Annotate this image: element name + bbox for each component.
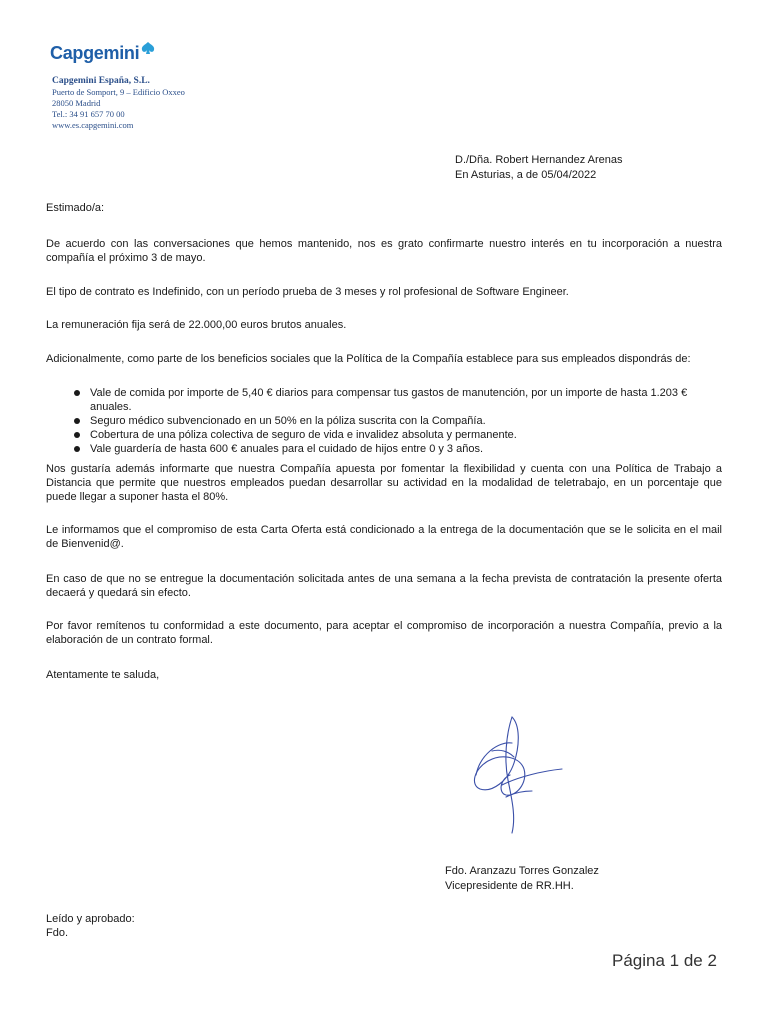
signer-title: Vicepresidente de RR.HH. (445, 880, 574, 892)
signer-block (445, 864, 599, 894)
closing: Atentamente te saluda, (46, 669, 160, 681)
greeting: Estimado/a: (46, 202, 105, 214)
recipient-block (455, 153, 623, 183)
address-city: 28050 Madrid (52, 98, 101, 108)
bullet-icon (74, 446, 80, 452)
approval-block (46, 912, 135, 940)
place-date: En Asturias, a de 05/04/2022 (455, 169, 597, 181)
handwritten-signature (462, 705, 572, 844)
company-name: Capgemini España, S.L. (52, 76, 150, 86)
signer-name: Fdo. Aranzazu Torres Gonzalez (445, 865, 599, 877)
spade-logo-icon (140, 41, 156, 59)
paragraph-deadline: En caso de que no se entregue la documentación solicitada antes de una semana a la fecha prevista de contratación la presente oferta decaerá y quedará sin efecto. (46, 573, 722, 599)
paragraph-salary: La remuneración fija será de 22.000,00 euros brutos anuales. (46, 319, 347, 331)
paragraph-benefits-intro: Adicionalmente, como parte de los beneficios sociales que la Política de la Compañía establece para sus empleados dispondrás de: (46, 353, 691, 365)
list-item: Seguro médico subvencionado en un 50% en la póliza suscrita con la Compañía. (46, 414, 726, 428)
paragraph-remote-work: Nos gustaría además informarte que nuestra Compañía apuesta por fomentar la flexibilidad y cuenta con una Política de Trabajo a Distancia que permite que nuestros empleados puedan desarrollar su actividad en la modalidad de teletrabajo, en un porcentaje que puede llegar a suponer hasta el 80%. (46, 463, 722, 503)
approval-fdo: Fdo. (46, 927, 69, 939)
paragraph-documentation: Le informamos que el compromiso de esta Carta Oferta está condicionado a la entrega de la documentación que se le solicita en el mail de Bienvenid@. (46, 524, 722, 550)
company-website: www.es.capgemini.com (52, 120, 134, 130)
company-phone: Tel.: 34 91 657 70 00 (52, 109, 125, 119)
page-number: Página 1 de 2 (612, 951, 717, 970)
company-address-block (52, 76, 185, 131)
paragraph-start-date: De acuerdo con las conversaciones que hemos mantenido, nos es grato confirmarte nuestro interés en tu incorporación a nuestra compañía el próximo 3 de mayo. (46, 238, 722, 264)
bullet-icon (74, 432, 80, 438)
logo-text: Capgemini (50, 43, 140, 63)
paragraph-conformity: Por favor remítenos tu conformidad a este documento, para aceptar el compromiso de incorporación a nuestra Compañía, previo a la elaboración de un contrato formal. (46, 620, 722, 646)
benefits-list (46, 386, 726, 456)
list-item: Cobertura de una póliza colectiva de seguro de vida e invalidez absoluta y permanente. (46, 428, 726, 442)
paragraph-contract-type: El tipo de contrato es Indefinido, con un período prueba de 3 meses y rol profesional de Software Engineer. (46, 286, 569, 298)
approval-label: Leído y aprobado: (46, 913, 135, 925)
list-item: Vale de comida por importe de 5,40 € diarios para compensar tus gastos de manutención, por un importe de hasta 1.203 € anuales. (46, 386, 726, 414)
company-logo (50, 43, 156, 63)
list-item: Vale guardería de hasta 600 € anuales para el cuidado de hijos entre 0 y 3 años. (46, 442, 726, 456)
address-line: Puerto de Somport, 9 – Edificio Oxxeo (52, 87, 185, 97)
recipient-name: D./Dña. Robert Hernandez Arenas (455, 154, 623, 166)
bullet-icon (74, 418, 80, 424)
bullet-icon (74, 390, 80, 396)
